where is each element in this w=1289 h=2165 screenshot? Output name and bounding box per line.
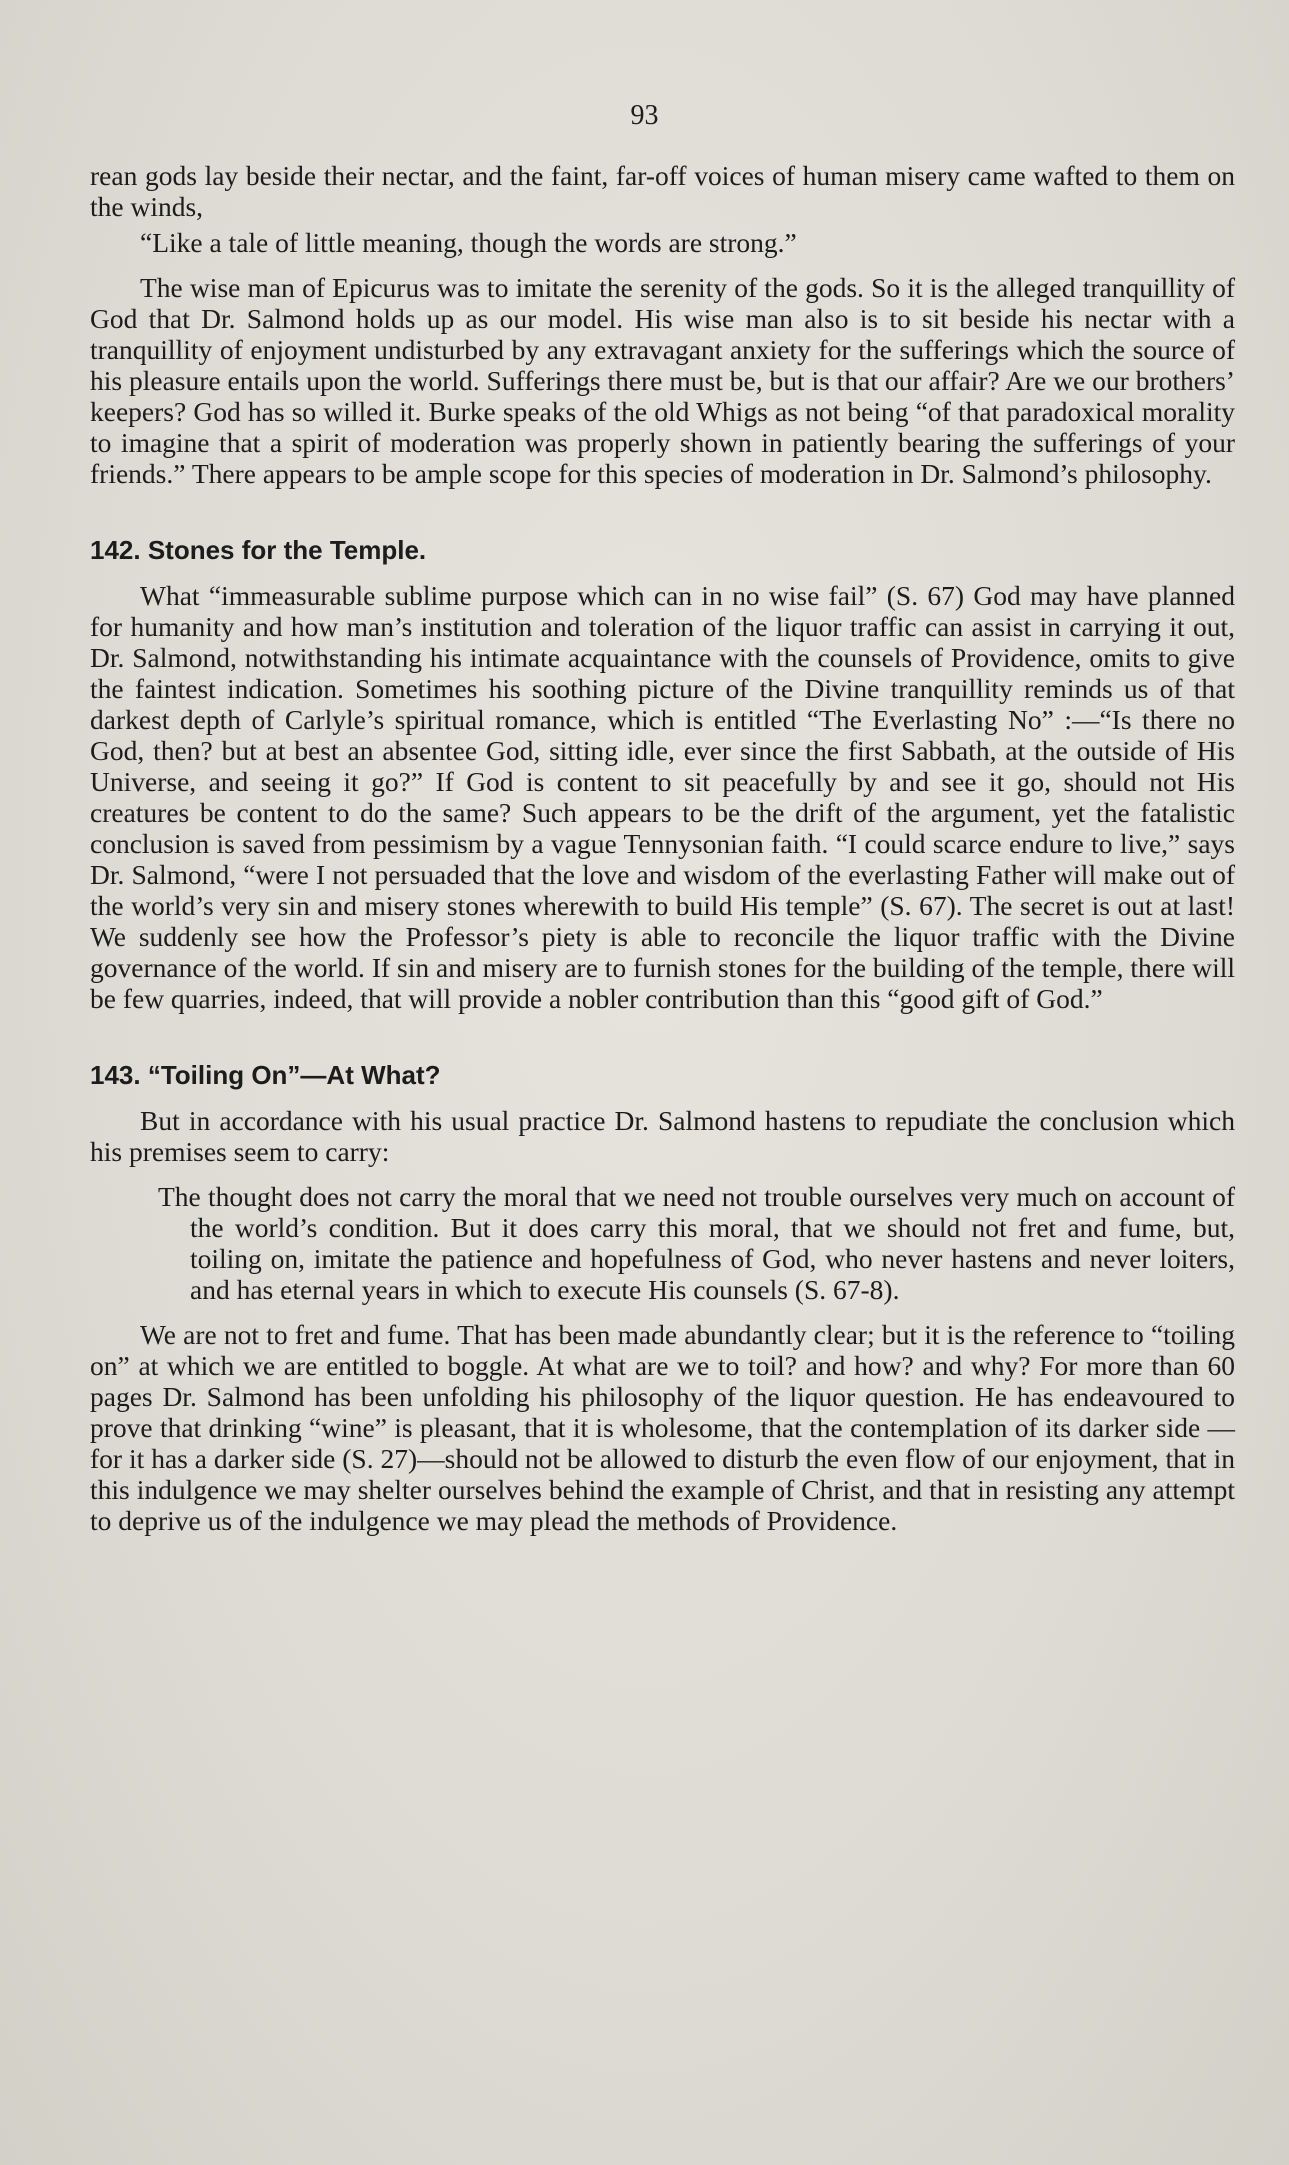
block-quote [90, 1181, 1235, 1305]
paragraph: What “immeasurable sublime purpose which can in no wise fail” (S. 67) God may have planned for humanity and how man’s institution and toleration of the liquor traffic can assist in carrying it out, Dr. Salmond, notwithstanding his intimate acquaintance with the counsels of Providence, omits to give the faintest indication. Sometimes his soothing picture of the Divine tranquillity reminds us of that darkest depth of Carlyle’s spiritual romance, which is entitled “The Everlasting No” :—“Is there no God, then? but at best an absentee God, sitting idle, ever since the first Sabbath, at the outside of His Universe, and seeing it go?” If God is content to sit peacefully by and see it go, should not His creatures be content to do the same? Such appears to be the drift of the argument, yet the fatalistic conclusion is saved from pessimism by a vague Tennysonian faith. “I could scarce endure to live,” says Dr. Salmond, “were I not persuaded that the love and wisdom of the everlasting Father will make out of the world’s very sin and misery stones wherewith to build His temple” (S. 67). The secret is out at last! We suddenly see how the Professor’s piety is able to reconcile the liquor traffic with the Divine governance of the world. If sin and misery are to furnish stones for the building of the temple, there will be few quarries, indeed, that will provide a nobler contribution than this “good gift of God.” [90, 580, 1235, 1014]
page-body [90, 160, 1235, 1536]
paragraph: We are not to fret and fume. That has been made abundantly clear; but it is the reference to “toiling on” at which we are entitled to boggle. At what are we to toil? and how? and why? For more than 60 pages Dr. Salmond has been unfolding his philosophy of the liquor question. He has endeavoured to prove that drinking “wine” is pleasant, that it is wholesome, that the contemplation of its darker side —for it has a darker side (S. 27)—should not be allowed to disturb the even flow of our enjoyment, that in this indulgence we may shelter ourselves behind the example of Christ, and that in resisting any attempt to deprive us of the indulgence we may plead the methods of Providence. [90, 1319, 1235, 1536]
section-heading-143: 143. “Toiling On”—At What? [90, 1060, 441, 1090]
paragraph: The wise man of Epicurus was to imitate the serenity of the gods. So it is the alleged tranquillity of God that Dr. Salmond holds up as our model. His wise man also is to sit beside his nectar with a tranquillity of enjoyment undisturbed by any extravagant anxiety for the sufferings which the source of his pleasure entails upon the world. Sufferings there must be, but is that our affair? Are we our brothers’ keepers? God has so willed it. Burke speaks of the old Whigs as not being “of that paradoxical morality to imagine that a spirit of moderation was properly shown in patiently bearing the sufferings of your friends.” There appears to be ample scope for this species of moderation in Dr. Salmond’s philosophy. [90, 272, 1235, 489]
quoted-line: “Like a tale of little meaning, though the words are strong.” [140, 227, 797, 258]
paragraph: rean gods lay beside their nectar, and the faint, far-off voices of human misery came wafted to them on the winds, [90, 160, 1235, 222]
page-number: 93 [630, 100, 659, 131]
paragraph: But in accordance with his usual practice Dr. Salmond hastens to repudiate the conclusion which his premises seem to carry: [90, 1105, 1235, 1167]
section-heading-142: 142. Stones for the Temple. [90, 535, 427, 565]
block-quote-text: The thought does not carry the moral that we need not trouble ourselves very much on account of the world’s condition. But it does carry this moral, that we should not fret and fume, but, toiling on, imitate the patience and hopefulness of God, who never hastens and never loiters, and has eternal years in which to execute His counsels (S. 67-8). [158, 1181, 1235, 1305]
